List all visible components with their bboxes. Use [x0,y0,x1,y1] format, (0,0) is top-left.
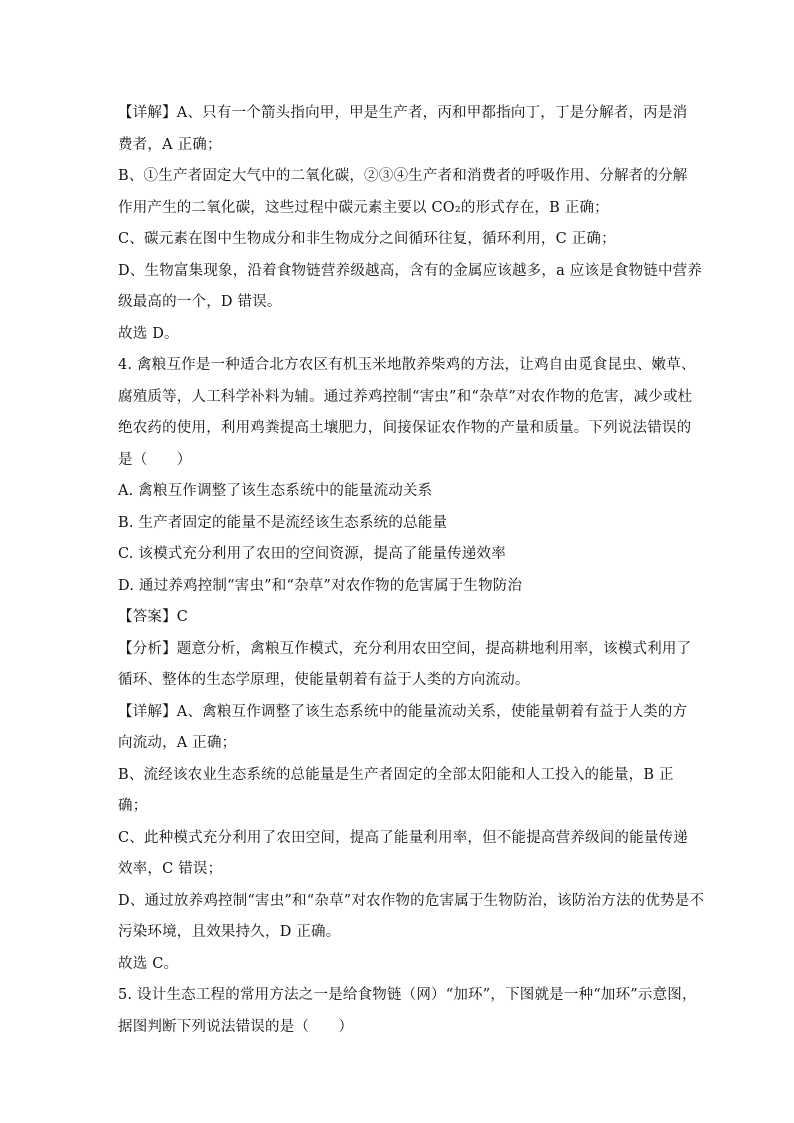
question-stem-line: 腐殖质等，人工科学补料为辅。通过养鸡控制“害虫”和“杂草”对农作物的危害，减少或杜 [118,388,693,405]
explanation-line: B、流经该农业生态系统的总能量是生产者固定的全部太阳能和人工投入的能量，B 正 [118,766,674,783]
answer-line: 【答案】C [118,609,189,625]
text-line: 作用产生的二氧化碳，这些过程中碳元素主要以 CO₂的形式存在，B 正确； [118,199,609,216]
text-line: 级最高的一个，D 错误。 [118,294,282,310]
question-stem-line: 是（ ） [118,451,192,468]
explanation-line: C、此种模式充分利用了农田空间，提高了能量利用率，但不能提高营养级间的能量传递 [118,829,688,846]
option-d: D. 通过养鸡控制“害虫”和“杂草”对农作物的危害属于生物防治 [118,577,523,594]
analysis-line: 【分析】题意分析，禽粮互作模式，充分利用农田空间，提高耕地利用率，该模式利用了 [118,640,692,657]
question-stem-line: 4. 禽粮互作是一种适合北方农区有机玉米地散养柴鸡的方法，让鸡自由觅食昆虫、嫩草、 [118,357,696,373]
option-c: C. 该模式充分利用了农田的空间资源，提高了能量传递效率 [118,546,506,562]
text-line: B、①生产者固定大气中的二氧化碳，②③④生产者和消费者的呼吸作用、分解者的分解 [118,168,688,184]
analysis-line: 循环、整体的生态学原理，使能量朝着有益于人类的方向流动。 [118,672,530,688]
explanation-line: 确； [118,798,148,814]
text-line: 故选 D。 [118,325,179,342]
explanation-line: D、通过放养鸡控制“害虫”和“杂草”对农作物的危害属于生物防治，该防治方法的优势是不 [118,892,705,909]
text-line: 费者，A 正确； [118,136,222,153]
question-stem-line: 绝农药的使用，利用鸡粪提高土壤肥力，间接保证农作物的产量和质量。下列说法错误的 [118,420,692,436]
explanation-line: 【详解】A、禽粮互作调整了该生态系统中的能量流动关系，使能量朝着有益于人类的方 [118,703,688,720]
text-line: 【详解】A、只有一个箭头指向甲，甲是生产者，丙和甲都指向丁，丁是分解者，丙是消 [118,105,688,121]
document-body [118,98,705,1043]
explanation-line: 向流动，A 正确； [118,735,237,751]
text-line: 故选 C。 [118,955,179,972]
option-b: B. 生产者固定的能量不是流经该生态系统的总能量 [118,514,448,531]
question-stem-line: 5. 设计生态工程的常用方法之一是给食物链（网）“加环”，下图就是一种“加环”示意图， [118,987,697,1003]
explanation-line: 效率，C 错误； [118,861,223,877]
option-a: A. 禽粮互作调整了该生态系统中的能量流动关系 [118,483,433,499]
text-line: D、生物富集现象，沿着食物链营养级越高，含有的金属应该越多，a 应该是食物链中营养 [118,262,703,279]
text-line: C、碳元素在图中生物成分和非生物成分之间循环往复，循环利用，C 正确； [118,231,616,247]
question-stem-line: 据图判断下列说法错误的是（ ） [118,1018,354,1035]
explanation-line: 污染环境，且效果持久，D 正确。 [118,924,341,940]
